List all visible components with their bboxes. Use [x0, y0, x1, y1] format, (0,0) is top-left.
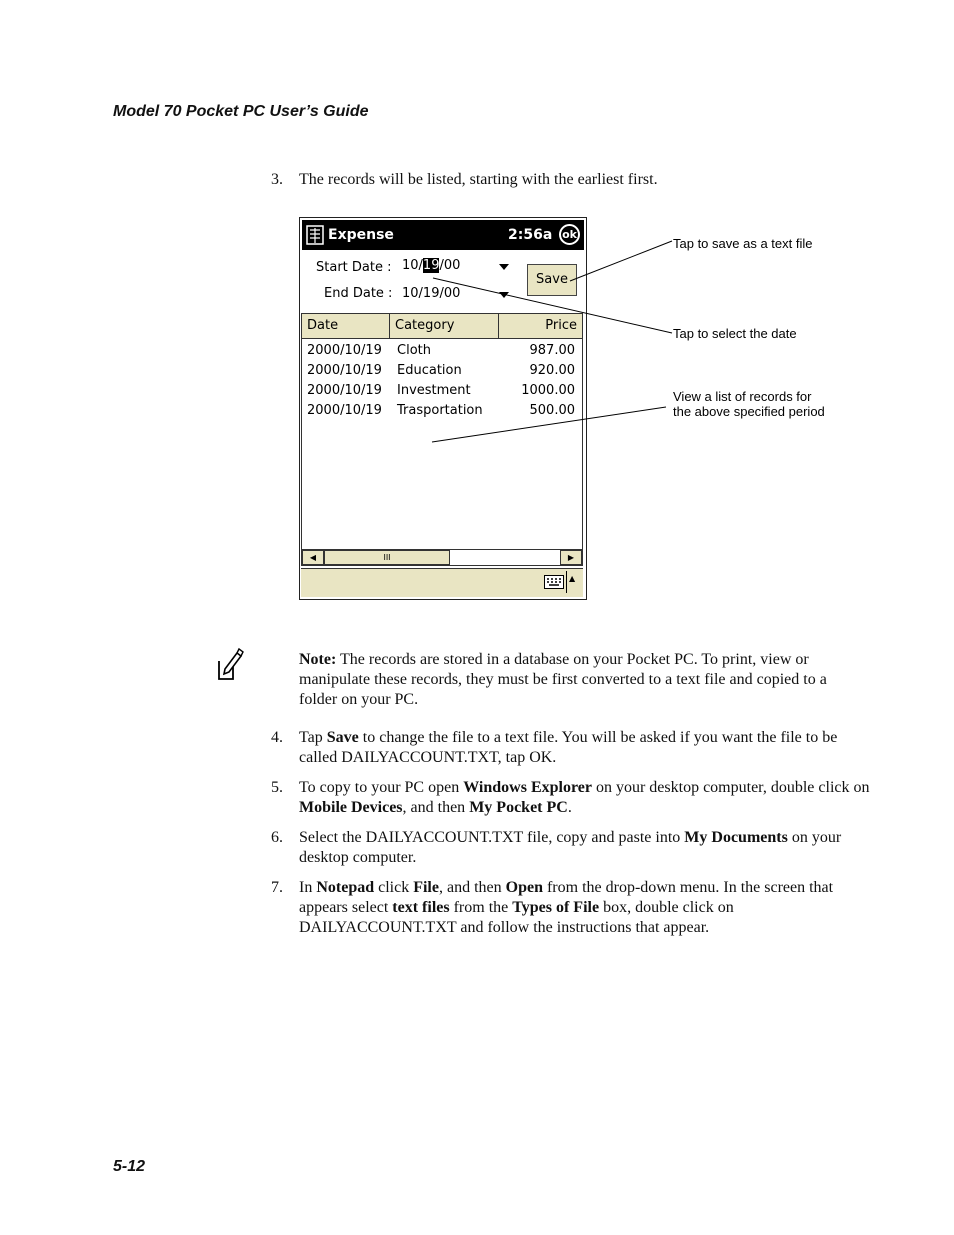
step-5	[271, 778, 873, 818]
row-date[interactable]: 2000/10/19	[307, 403, 382, 418]
step-number: 6.	[271, 829, 283, 846]
step-7	[271, 878, 873, 938]
note-line-1	[299, 650, 874, 670]
callout-line-list	[432, 407, 666, 442]
callout-save: Tap to save as a text file	[673, 236, 813, 251]
callout-date: Tap to select the date	[673, 326, 797, 341]
step-number: 5.	[271, 779, 283, 796]
row-date[interactable]: 2000/10/19	[307, 343, 382, 358]
column-header-price[interactable]: Price	[499, 314, 582, 339]
callout-list	[673, 389, 825, 419]
input-selector-arrow-icon[interactable]: ▲	[569, 574, 576, 583]
note-paragraph	[299, 650, 874, 710]
callout-line-save	[570, 241, 672, 281]
callout-list-line1: View a list of records for	[673, 389, 812, 404]
step-number: 4.	[271, 729, 283, 746]
note-label: Note:	[299, 651, 337, 668]
step-text: In Notepad click File, and then Open from the drop-down menu. In the screen that appears select text files from the Types of File box, double click on DAILYACCOUNT.TXT and follow the instructions that appear.	[299, 879, 834, 936]
end-date-field[interactable]: 10/19/00	[402, 286, 461, 301]
step-text: Select the DAILYACCOUNT.TXT file, copy and paste into My Documents on your desktop computer.	[299, 829, 842, 866]
start-date-month: 10/	[402, 258, 423, 273]
clock[interactable]: 2:56a	[508, 227, 553, 243]
ok-button[interactable]: ok	[559, 224, 580, 245]
start-date-day-selected[interactable]: 19	[422, 258, 440, 273]
column-header-category[interactable]: Category	[390, 314, 499, 339]
step-text: Tap Save to change the file to a text file. You will be asked if you want the file to be called DAILYACCOUNT.TXT, tap OK.	[299, 729, 838, 766]
column-header-date[interactable]: Date	[302, 314, 390, 339]
note-line-3: folder on your PC.	[299, 691, 419, 708]
row-category[interactable]: Investment	[397, 383, 471, 398]
step-number: 3.	[271, 171, 283, 188]
row-category[interactable]: Education	[397, 363, 462, 378]
note-pencil-icon	[215, 647, 245, 685]
scroll-right-icon[interactable]: ▶	[560, 550, 582, 565]
callout-list-line2: the above specified period	[673, 404, 825, 419]
note-line-2: manipulate these records, they must be first converted to a text file and copied to a	[299, 671, 827, 688]
step-6	[271, 828, 873, 868]
callout-lines	[0, 0, 954, 600]
end-date-label: End Date :	[324, 286, 393, 301]
row-price[interactable]: 920.00	[529, 363, 575, 378]
row-date[interactable]: 2000/10/19	[307, 383, 382, 398]
start-date-label: Start Date :	[316, 260, 392, 275]
step-text: To copy to your PC open Windows Explorer on your desktop computer, double click on Mobile Devices, and then My Pocket PC.	[299, 779, 870, 816]
row-price[interactable]: 987.00	[529, 343, 575, 358]
start-date-year: /00	[439, 258, 461, 273]
row-category[interactable]: Trasportation	[397, 403, 483, 418]
row-category[interactable]: Cloth	[397, 343, 431, 358]
scroll-thumb[interactable]: III	[324, 550, 450, 565]
row-date[interactable]: 2000/10/19	[307, 363, 382, 378]
app-title: Expense	[328, 227, 394, 243]
step-number: 7.	[271, 879, 283, 896]
callout-line-date	[433, 278, 672, 333]
row-price[interactable]: 1000.00	[521, 383, 575, 398]
scroll-left-icon[interactable]: ◀	[302, 550, 324, 565]
row-price[interactable]: 500.00	[529, 403, 575, 418]
step-4	[271, 728, 873, 768]
save-button[interactable]: Save	[527, 264, 577, 296]
running-header: Model 70 Pocket PC User’s Guide	[113, 103, 369, 120]
note-text-1: The records are stored in a database on your Pocket PC. To print, view or	[336, 651, 809, 668]
page-number: 5-12	[113, 1158, 146, 1175]
step-text: The records will be listed, starting with the earliest first.	[299, 171, 658, 188]
